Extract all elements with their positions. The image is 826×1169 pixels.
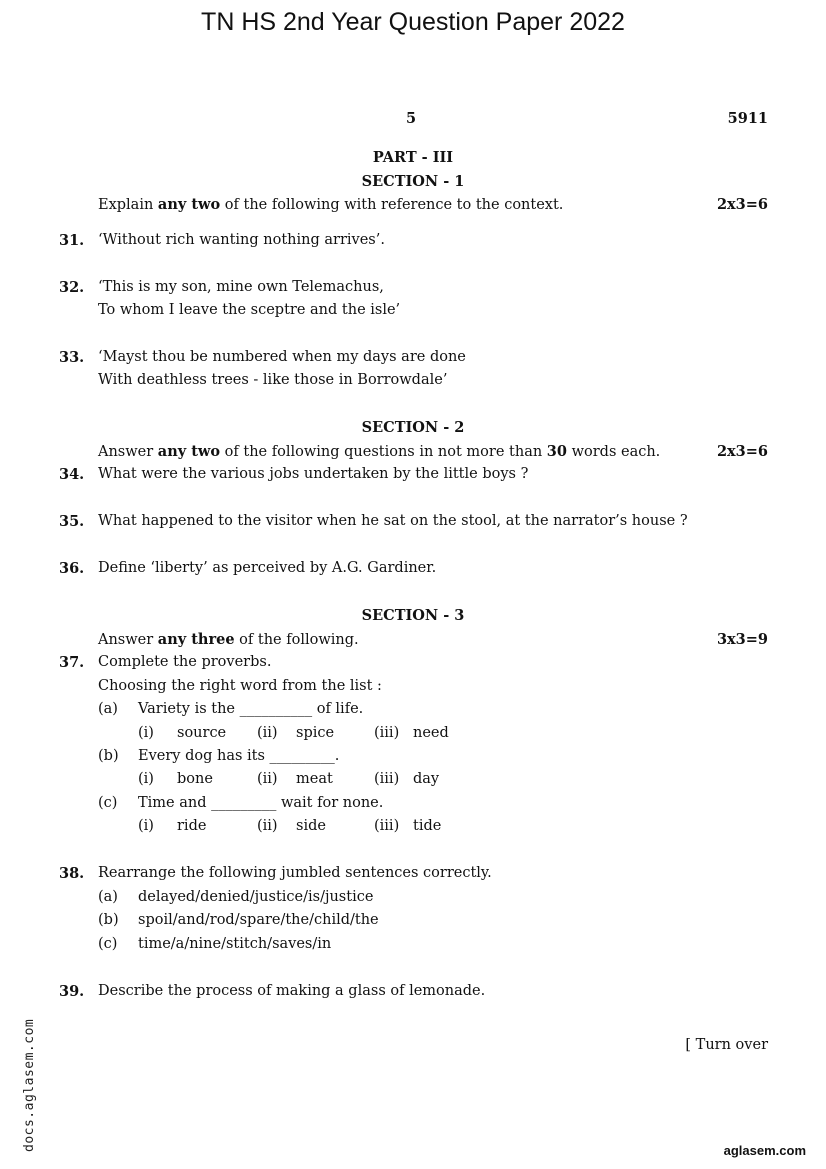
question-number: 36. — [59, 560, 85, 577]
paper-code: 5911 — [727, 110, 768, 127]
sub-question-text: time/a/nine/stitch/saves/in — [138, 936, 332, 952]
option-label: (ii) — [257, 818, 278, 834]
section-3-heading: SECTION - 3 — [361, 607, 465, 624]
section-2-marks: 2x3=6 — [716, 443, 768, 460]
question-number: 34. — [59, 466, 85, 483]
question-text: To whom I leave the sceptre and the isle’ — [98, 302, 401, 318]
question-number: 31. — [59, 232, 85, 249]
sub-question-label: (a) — [98, 889, 118, 905]
question-number: 39. — [59, 983, 85, 1000]
sub-question-label: (a) — [98, 701, 118, 717]
option-text: bone — [177, 771, 213, 787]
option-label: (ii) — [257, 771, 278, 787]
question-text: What were the various jobs undertaken by the little boys ? — [98, 466, 529, 482]
sub-question-text: Variety is the __________ of life. — [138, 701, 364, 717]
sub-question-label: (c) — [98, 795, 118, 811]
turn-over-note: [ Turn over — [685, 1037, 768, 1053]
question-text: Define ‘liberty’ as perceived by A.G. Gardiner. — [98, 560, 437, 576]
question-text: Describe the process of making a glass of lemonade. — [98, 983, 486, 999]
document-title: TN HS 2nd Year Question Paper 2022 — [201, 8, 625, 36]
question-text: With deathless trees - like those in Borrowdale’ — [98, 372, 448, 388]
section-3-instruction: Answer any three of the following. — [98, 631, 359, 648]
section-3-marks: 3x3=9 — [716, 631, 768, 648]
question-number: 33. — [59, 349, 85, 366]
sub-question-label: (b) — [98, 748, 119, 764]
option-text: need — [413, 725, 449, 741]
option-label: (i) — [138, 818, 154, 834]
option-text: day — [413, 771, 440, 787]
sub-question-text: Every dog has its _________. — [138, 748, 340, 764]
option-text: side — [296, 818, 326, 834]
option-text: spice — [296, 725, 335, 741]
option-label: (i) — [138, 725, 154, 741]
sub-question-text: Time and _________ wait for none. — [138, 795, 384, 811]
section-1-marks: 2x3=6 — [716, 196, 768, 213]
question-text: ‘Without rich wanting nothing arrives’. — [98, 232, 385, 248]
option-text: tide — [413, 818, 442, 834]
option-label: (iii) — [374, 771, 400, 787]
question-text: What happened to the visitor when he sat on the stool, at the narrator’s house ? — [98, 513, 688, 529]
option-text: source — [177, 725, 227, 741]
section-2-heading: SECTION - 2 — [361, 419, 465, 436]
question-number: 38. — [59, 865, 85, 882]
footer-site: aglasem.com — [723, 1143, 806, 1158]
sub-question-text: spoil/and/rod/spare/the/child/the — [138, 912, 379, 928]
section-1-instruction: Explain any two of the following with reference to the context. — [98, 196, 564, 213]
question-text: Choosing the right word from the list : — [98, 678, 382, 694]
sub-question-label: (c) — [98, 936, 118, 952]
page-number: 5 — [406, 110, 417, 127]
side-watermark: docs.aglasem.com — [22, 1018, 37, 1152]
option-text: ride — [177, 818, 207, 834]
section-2-instruction: Answer any two of the following questions in not more than 30 words each. — [98, 443, 661, 460]
sub-question-label: (b) — [98, 912, 119, 928]
question-text: ‘Mayst thou be numbered when my days are done — [98, 349, 466, 365]
question-text: Complete the proverbs. — [98, 654, 272, 670]
section-1-heading: SECTION - 1 — [361, 173, 465, 190]
option-label: (iii) — [374, 818, 400, 834]
option-label: (ii) — [257, 725, 278, 741]
question-text: Rearrange the following jumbled sentences correctly. — [98, 865, 492, 881]
option-label: (iii) — [374, 725, 400, 741]
question-number: 32. — [59, 279, 85, 296]
option-text: meat — [296, 771, 333, 787]
option-label: (i) — [138, 771, 154, 787]
sub-question-text: delayed/denied/justice/is/justice — [138, 889, 374, 905]
question-number: 35. — [59, 513, 85, 530]
part-heading: PART - III — [372, 149, 454, 166]
question-text: ‘This is my son, mine own Telemachus, — [98, 279, 384, 295]
question-number: 37. — [59, 654, 85, 671]
